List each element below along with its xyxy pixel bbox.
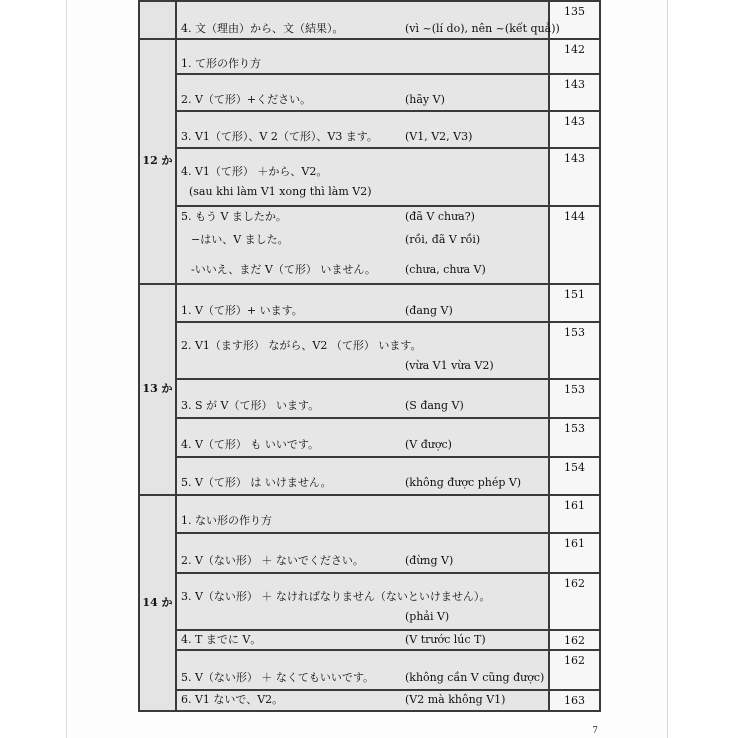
grammar-cell — [176, 533, 549, 573]
table-row — [139, 650, 600, 690]
table-row — [139, 322, 600, 379]
grammar-pattern: 4. 文（理由）から、文（結果）。 — [181, 22, 344, 36]
page-ref: 154 — [549, 457, 600, 495]
grammar-pattern: 5. V（ない形） ＋ なくてもいいです。 — [181, 671, 375, 685]
grammar-pattern-yes: −はい、V ました。 — [191, 233, 289, 247]
grammar-cell — [176, 284, 549, 322]
table-row — [139, 1, 600, 39]
grammar-meaning-yes: (rồi, đã V rồi) — [405, 233, 481, 247]
grammar-cell — [176, 690, 549, 711]
page-ref: 162 — [549, 650, 600, 690]
grammar-pattern: 4. V1（て形） ＋から、V2。 — [181, 165, 328, 179]
page-ref: 143 — [549, 74, 600, 111]
table-row — [139, 418, 600, 457]
lesson-cell-14: 14 か — [139, 495, 176, 711]
grammar-meaning: (V1, V2, V3) — [405, 130, 473, 144]
grammar-table — [138, 0, 601, 712]
page-ref: 153 — [549, 379, 600, 418]
grammar-meaning: (sau khi làm V1 xong thì làm V2) — [189, 185, 372, 199]
page-ref: 153 — [549, 322, 600, 379]
grammar-cell — [176, 148, 549, 206]
grammar-meaning: (hãy V) — [405, 93, 445, 107]
table-row — [139, 533, 600, 573]
table-row — [139, 206, 600, 284]
page-ref: 161 — [549, 533, 600, 573]
table-row — [139, 74, 600, 111]
grammar-cell — [176, 495, 549, 533]
grammar-cell — [176, 418, 549, 457]
lesson-cell-13: 13 か — [139, 284, 176, 495]
grammar-meaning: (S đang V) — [405, 399, 464, 413]
grammar-meaning: (V trước lúc T) — [405, 633, 486, 647]
grammar-pattern: 3. V1（て形）、V 2（て形）、V3 ます。 — [181, 130, 378, 144]
grammar-pattern-no: -いいえ、まだ V（て形） いません。 — [191, 263, 376, 277]
page-ref: 142 — [549, 39, 600, 74]
grammar-cell — [176, 650, 549, 690]
page-ref: 162 — [549, 630, 600, 650]
page-ref: 151 — [549, 284, 600, 322]
page-ref: 143 — [549, 148, 600, 206]
grammar-pattern: 2. V1（ます形） ながら、V2 （て形） います。 — [181, 339, 422, 353]
grammar-meaning: (vì ~(lí do), nên ~(kết quả)) — [405, 22, 560, 36]
grammar-cell — [176, 206, 549, 284]
table-row — [139, 148, 600, 206]
grammar-pattern: 4. T までに V。 — [181, 633, 262, 647]
grammar-meaning: (đã V chưa?) — [405, 210, 475, 223]
grammar-pattern: 5. もう V ましたか。 — [181, 210, 287, 223]
grammar-cell — [176, 111, 549, 148]
grammar-meaning: (không được phép V) — [405, 476, 522, 490]
table-row — [139, 573, 600, 630]
grammar-cell — [176, 39, 549, 74]
table-row — [139, 690, 600, 711]
grammar-cell — [176, 630, 549, 650]
grammar-pattern: 1. V（て形）+ います。 — [181, 304, 303, 318]
page-ref: 162 — [549, 573, 600, 630]
grammar-pattern: 1. ない形の作り方 — [181, 514, 272, 528]
table-row — [139, 39, 600, 74]
grammar-pattern: 2. V（ない形） ＋ ないでください。 — [181, 554, 364, 568]
grammar-pattern: 2. V（て形）+ください。 — [181, 93, 312, 107]
grammar-meaning: (V được) — [405, 438, 452, 452]
grammar-cell — [176, 573, 549, 630]
grammar-pattern: 3. V（ない形） ＋ なければなりません（ないといけません）。 — [181, 590, 491, 604]
grammar-cell — [176, 1, 560, 39]
grammar-cell — [176, 322, 549, 379]
table-row — [139, 630, 600, 650]
page-ref: 144 — [549, 206, 600, 284]
table-row — [139, 379, 600, 418]
grammar-meaning: (vừa V1 vừa V2) — [405, 359, 494, 373]
grammar-pattern: 6. V1 ないで、V2。 — [181, 693, 284, 707]
page-ref: 163 — [549, 690, 600, 711]
grammar-pattern: 3. S が V（て形） います。 — [181, 399, 320, 413]
grammar-cell — [176, 74, 549, 111]
grammar-meaning-no: (chưa, chưa V) — [405, 263, 486, 277]
grammar-pattern: 1. て形の作り方 — [181, 57, 261, 71]
grammar-cell — [176, 379, 549, 418]
lesson-cell-12: 12 か — [139, 39, 176, 284]
page-ref: 161 — [549, 495, 600, 533]
grammar-meaning: (đừng V) — [405, 554, 454, 568]
table-row — [139, 495, 600, 533]
lesson-cell-11 — [139, 1, 176, 39]
page-ref: 153 — [549, 418, 600, 457]
grammar-meaning: (V2 mà không V1) — [405, 693, 506, 707]
grammar-pattern: 5. V（て形） は いけません。 — [181, 476, 332, 490]
grammar-meaning: (không cần V cũng được) — [405, 671, 545, 685]
grammar-cell — [176, 457, 549, 495]
grammar-meaning: (phải V) — [405, 610, 450, 624]
table-row — [139, 284, 600, 322]
page-number: 7 — [592, 726, 598, 736]
grammar-meaning: (đang V) — [405, 304, 453, 318]
table-row — [139, 457, 600, 495]
page-ref: 135 — [549, 1, 600, 39]
table-row — [139, 111, 600, 148]
grammar-pattern: 4. V（て形） も いいです。 — [181, 438, 320, 452]
page-ref: 143 — [549, 111, 600, 148]
